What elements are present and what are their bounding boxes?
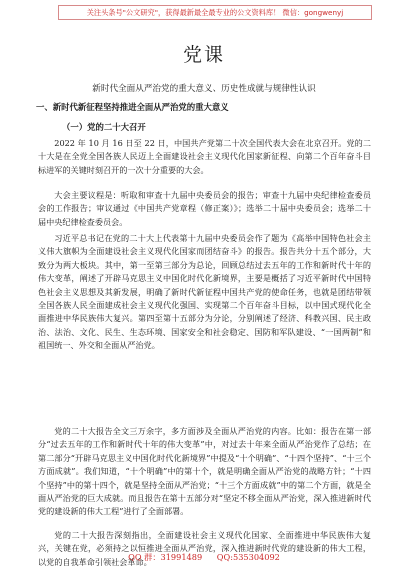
qq-number-text: QQ:535304092 — [216, 552, 280, 562]
paragraph: 习近平总书记在党的二十大上代表第十九届中央委员会作了题为《高举中国特色社会主义伟大旗帜为全面建设社会主义现代化国家而团结奋斗》的报告。报告共分十五个部分，大致分为两大板块。其中，第一至第三部分为总论，回顾总结过去五年的工作和新时代十年的伟大变革，阐述了开辟马克思主义中国化时代化新境界，主要是概括了习近平新时代中国特色社会主义思想及其新发展，明确了新时代新征程中国共产党的使命任务，也就是团结带领全国各族人民全面建成社会主义现代化强国、实现第二个百年奋斗目标，以中国式现代化全面推进中华民族伟大复兴。第四至第十五部分为分论，分别阐述了经济、科教兴国、民主政治、法治、文化、民生、生态环境、国家安全和社会稳定、国防和军队建设、“一国两制”和祖国统一、外交和全面从严治党。 — [38, 233, 371, 351]
paragraph: 大会主要议程是：听取和审查十九届中央委员会的报告；审查十九届中央纪律检查委员会的工作报告；审议通过《中国共产党章程（修正案）》；选举二十届中央委员会；选举二十届中央纪律检查委员会。 — [38, 190, 371, 227]
document-subtitle: 新时代全面从严治党的重大意义、历史性成就与规律性认识 — [92, 84, 316, 94]
paragraph: 党的二十大报告深刻指出，全面建设社会主义现代化国家、全面推进中华民族伟大复兴，关键在党，必须持之以恒推进全面从严治党，深入推进新时代党的建设新的伟大工程，以党的自我革命引领社会革命。 — [38, 530, 371, 567]
contact-footer — [0, 552, 408, 563]
promo-banner: 关注头条号"公文研究"，获得最新最全最专业的公文资料库！ 微信：gongwenyj — [58, 5, 372, 20]
section-heading: 一、新时代新征程坚持推进全面从严治党的重大意义 — [36, 102, 229, 112]
qq-group-text: QQ 群：31991489 — [128, 552, 203, 562]
subsection-heading: （一）党的二十大召开 — [62, 122, 146, 132]
document-title: 党课 — [182, 44, 225, 66]
paragraph: 2022 年 10 月 16 日至 22 日，中国共产党第二十次全国代表大会在北京召开。党的二十大是在全党全国各族人民迈上全面建设社会主义现代化国家新征程、向第二个百年奋斗目标进军的关键时刻召开的一次十分重要的大会。 — [38, 138, 371, 175]
paragraph: 党的二十大报告全文三万余字，多方面涉及全面从严治党的内容。比如：报告在第一部分“过去五年的工作和新时代十年的伟大变革”中，对过去十年来全面从严治党作了总结；在第二部分“开辟马克思主义中国化时代化新境界”中提及“十个明确”、“十四个坚持”、“十三个方面成就”。我们知道，“十个明确”中的第十个，就是明确全面从严治党的战略方针；“十四个坚持”中的第十四个，就是坚持全面从严治党；“十三个方面成就”中的第二个方面，就是全面从严治党的巨大成就。而且报告在第十五部分对“坚定不移全面从严治党，深入推进新时代党的建设新的伟大工程”进行了全面部署。 — [38, 426, 371, 517]
